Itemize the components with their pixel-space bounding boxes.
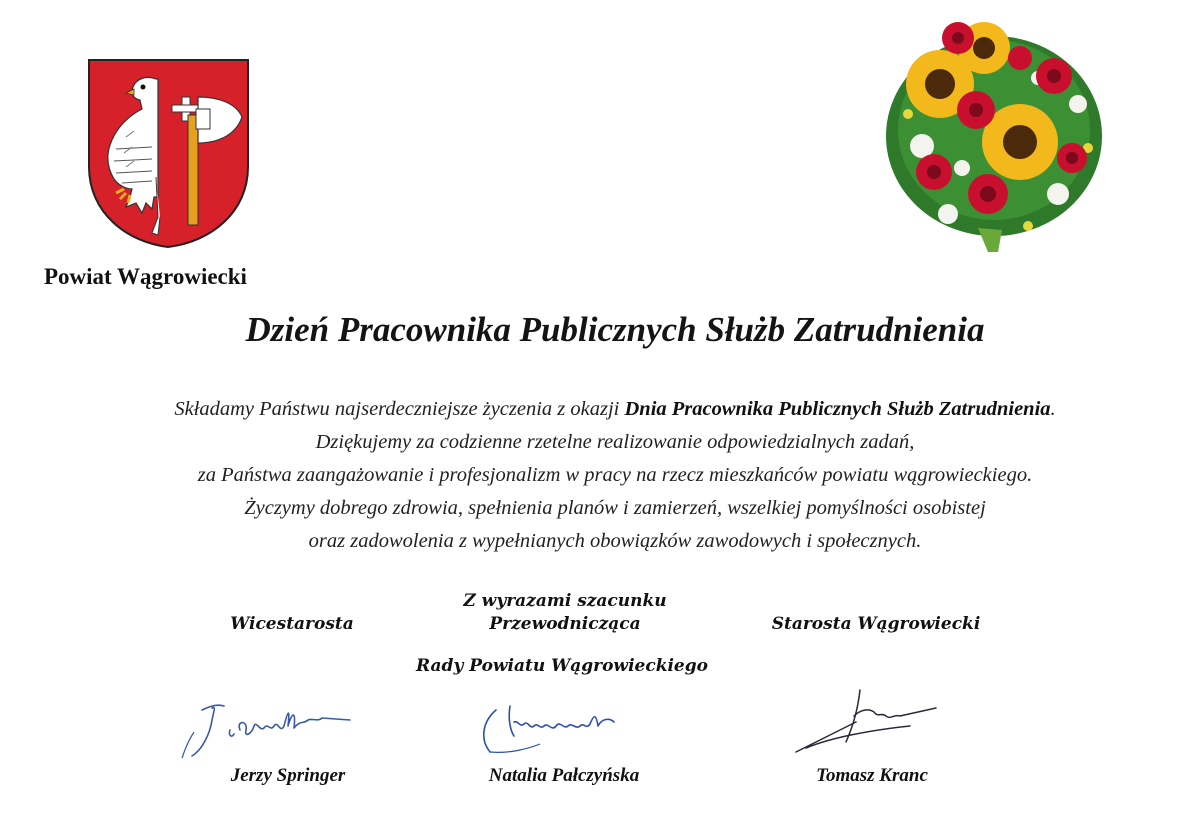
greeting-line-5: oraz zadowolenia z wypełnianych obowiązków zawodowych i społecznych. [308, 530, 922, 552]
greeting-text [0, 393, 1200, 558]
coat-of-arms-icon [86, 57, 251, 249]
greeting-line-1-prefix: Składamy Państwu najserdeczniejsze życzenia z okazji [174, 398, 625, 420]
center-signer-name: Natalia Pałczyńska [488, 765, 640, 786]
signature-right [790, 686, 950, 758]
greeting-line-1 [0, 393, 1200, 426]
greeting-line-3: za Państwa zaangażowanie i profesjonalizm w pracy na rzecz mieszkańców powiatu wągrowieckiego. [197, 464, 1033, 486]
greeting-line-2: Dziękujemy za codzienne rzetelne realizowanie odpowiedzialnych zadań, [315, 431, 915, 453]
closing-phrase: Z wyrazami szacunku [463, 591, 667, 611]
center-signer-role-line2: Rady Powiatu Wągrowieckiego [416, 656, 708, 676]
signature-left [172, 690, 372, 762]
left-signer-name: Jerzy Springer [230, 765, 346, 786]
flower-bouquet-icon [878, 18, 1110, 253]
page-title: Dzień Pracownika Publicznych Służb Zatrudnienia [245, 310, 985, 349]
left-signer-role: Wicestarosta [230, 614, 354, 634]
organization-name: Powiat Wągrowiecki [44, 264, 247, 289]
greeting-line-1-bold: Dnia Pracownika Publicznych Służb Zatrudnienia [624, 398, 1051, 420]
center-signer-role: Przewodnicząca [489, 614, 641, 634]
greeting-line-1-suffix: . [1050, 398, 1056, 420]
right-signer-role: Starosta Wągrowiecki [771, 614, 981, 634]
signature-center [470, 700, 630, 760]
right-signer-name: Tomasz Kranc [816, 765, 928, 786]
greeting-line-4: Życzymy dobrego zdrowia, spełnienia planów i zamierzeń, wszelkiej pomyślności osobistej [244, 497, 986, 519]
